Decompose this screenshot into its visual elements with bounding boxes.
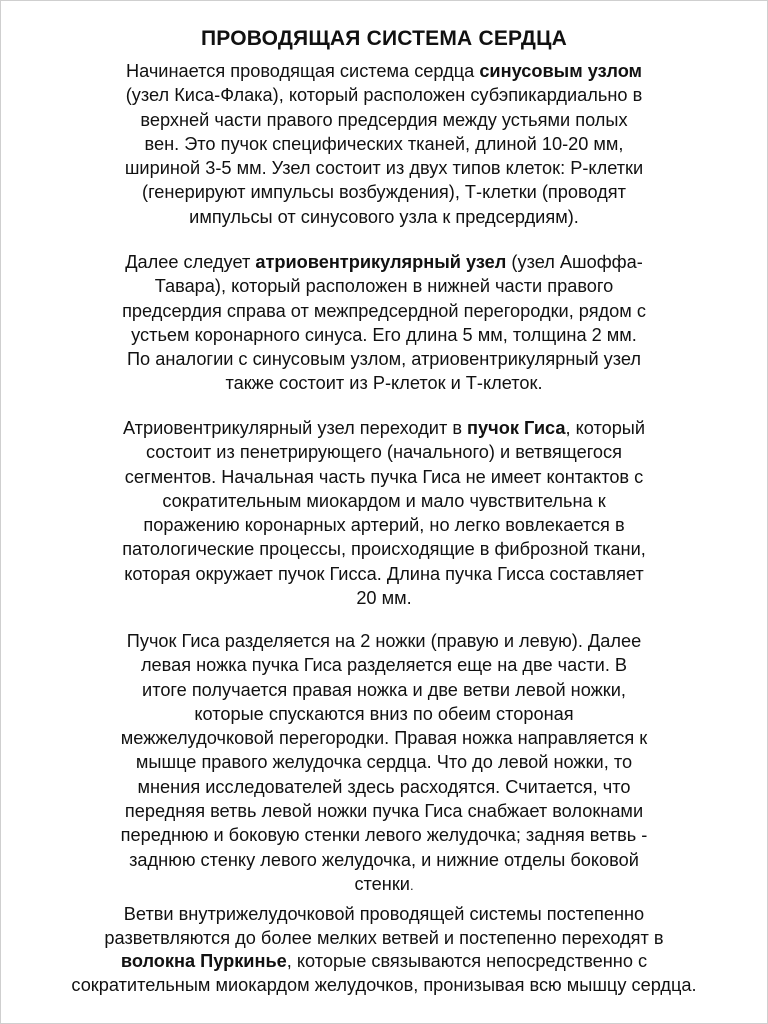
line-text: также состоит из Р-клеток и Т-клеток.	[225, 373, 543, 394]
text-line	[0, 465, 768, 489]
text-line	[0, 799, 768, 823]
bold-term: синусовым узлом	[479, 61, 643, 81]
paragraph-av-node	[0, 250, 768, 396]
line-text: которые спускаются вниз по обеим стороная	[194, 703, 574, 724]
text-line	[0, 775, 768, 799]
text-line	[0, 323, 768, 347]
text-line	[0, 562, 768, 586]
line-text: состоит из пенетрирующего (начального) и ветвящегося	[146, 442, 622, 463]
text-line	[0, 274, 768, 298]
paragraph-sinus-node	[0, 59, 768, 229]
text-line	[0, 83, 768, 107]
line-text: импульсы от синусового узла к предсердиям).	[189, 206, 579, 227]
text-line	[0, 726, 768, 750]
text-line	[0, 132, 768, 156]
text-line	[0, 750, 768, 774]
text-line	[0, 205, 768, 229]
text-line	[0, 903, 768, 927]
text-line	[0, 59, 768, 83]
bold-term: волокна Пуркинье	[120, 951, 287, 971]
text-line	[0, 489, 768, 513]
text-line	[0, 537, 768, 561]
line-text: разветвляются до более мелких ветвей и постепенно переходят в	[104, 927, 664, 948]
text-line	[0, 653, 768, 677]
line-text: Начинается проводящая система сердца	[125, 61, 480, 81]
line-text: которая окружает пучок Гисса. Длина пучка Гисса составляет	[124, 563, 644, 584]
bold-term: атриовентрикулярный узел	[255, 252, 507, 272]
text-line	[0, 848, 768, 872]
line-text: итоге получается правая ножка и две ветви левой ножки,	[142, 679, 626, 700]
line-text: заднюю стенку левого желудочка, и нижние отделы боковой	[129, 849, 639, 870]
text-line	[0, 927, 768, 951]
text-line	[0, 440, 768, 464]
line-text-tail: (узел Ашоффа-	[506, 252, 643, 272]
line-text: переднюю и боковую стенки левого желудочка; задняя ветвь -	[120, 825, 648, 846]
paragraph-bundle-of-his	[0, 416, 768, 610]
text-line	[0, 513, 768, 537]
line-text-tail: .	[409, 877, 414, 893]
line-text: левая ножка пучка Гиса разделяется еще на две части. В	[140, 655, 628, 676]
line-text: мышце правого желудочка сердца. Что до левой ножки, то	[135, 752, 633, 773]
line-text: По аналогии с синусовым узлом, атриовентрикулярный узел	[126, 349, 642, 370]
text-line	[0, 416, 768, 440]
line-text: мнения исследователей здесь расходятся. Считается, что	[137, 776, 631, 797]
text-line	[0, 347, 768, 371]
line-text: вен. Это пучок специфических тканей, длиной 10-20 мм,	[144, 133, 624, 154]
line-text-tail: , который	[565, 418, 646, 438]
line-text: (узел Киса-Флака), который расположен субэпикардиально в	[125, 85, 643, 106]
text-line	[0, 629, 768, 653]
line-text: предсердия справа от межпредсердной перегородки, рядом с	[122, 300, 646, 321]
line-text: передняя ветвь левой ножки пучка Гиса снабжает волокнами	[124, 801, 644, 822]
line-text: стенки	[354, 873, 410, 894]
line-text: Далее следует	[125, 252, 256, 272]
bold-term: пучок Гиса	[467, 418, 566, 438]
line-text: сегментов. Начальная часть пучка Гиса не имеет контактов с	[124, 466, 644, 487]
line-text: патологические процессы, происходящие в фиброзной ткани,	[122, 539, 646, 560]
line-text: Атриовентрикулярный узел переходит в	[122, 418, 468, 438]
line-text: шириной 3-5 мм. Узел состоит из двух типов клеток: Р-клетки	[124, 158, 644, 179]
text-line	[0, 823, 768, 847]
paragraph-purkinje-fibers	[0, 903, 768, 997]
page-title: ПРОВОДЯЩАЯ СИСТЕМА СЕРДЦА	[201, 27, 567, 50]
line-text: Ветви внутрижелудочковой проводящей системы постепенно	[123, 904, 645, 924]
text-line	[0, 678, 768, 702]
line-text: устьем коронарного синуса. Его длина 5 мм, толщина 2 мм.	[131, 324, 637, 345]
text-line	[0, 974, 768, 998]
line-text: Пучок Гиса разделяется на 2 ножки (правую и левую). Далее	[126, 631, 642, 651]
line-text: сократительным миокардом и мало чувствительна к	[162, 490, 606, 511]
line-text: поражению коронарных артерий, но легко вовлекается в	[143, 515, 625, 536]
text-line	[0, 702, 768, 726]
text-line	[0, 156, 768, 180]
text-line	[0, 950, 768, 974]
line-text: сократительным миокардом желудочков, пронизывая всю мышцу сердца.	[71, 974, 697, 995]
text-line	[0, 371, 768, 395]
line-text: верхней части правого предсердия между устьями полых	[140, 109, 628, 130]
text-line	[0, 299, 768, 323]
line-text: 20 мм.	[356, 588, 412, 609]
text-line	[0, 250, 768, 274]
line-text: межжелудочковой перегородки. Правая ножка направляется к	[120, 728, 648, 749]
text-line	[0, 586, 768, 610]
line-text: Тавара), который расположен в нижней части правого	[154, 276, 614, 297]
text-line	[0, 872, 768, 898]
text-line	[0, 108, 768, 132]
text-line	[0, 180, 768, 204]
line-text-tail: , которые связываются непосредственно с	[286, 951, 648, 971]
paragraph-bundle-branches	[0, 629, 768, 898]
line-text: (генерируют импульсы возбуждения), Т-клетки (проводят	[142, 182, 626, 203]
